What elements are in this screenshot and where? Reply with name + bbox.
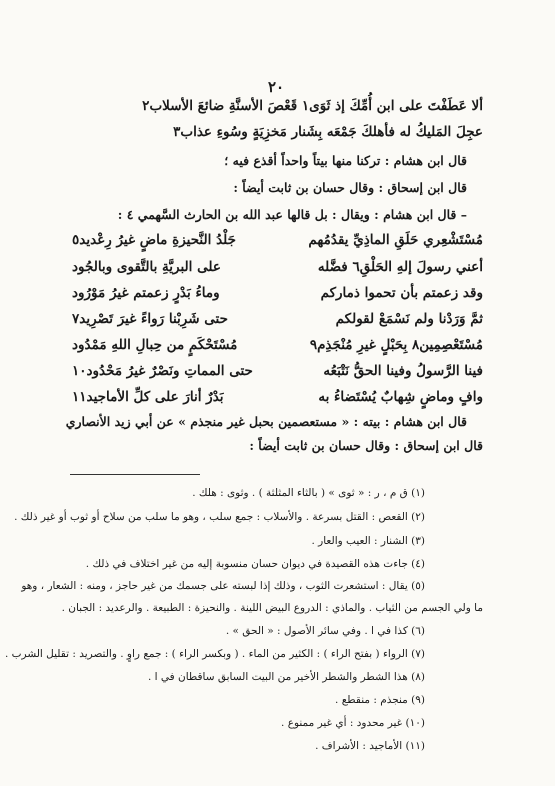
footnote: (٤) جاءت هذه القصيدة في ديوان حسان منسوبة إليه من غير اختلاف في ذلك . — [85, 558, 425, 570]
footnote-continuation: ما ولي الجسم من الثياب . والماذي : الدروع البيض اللينة . والنحيزة : الطبيعة . والرعديد : الجبان . — [61, 602, 483, 614]
footnote: (٩) منجذم : منقطع . — [335, 694, 425, 706]
footnote: (١٠) غير محدود : أي غير ممنوع . — [281, 717, 425, 729]
prose-line: قال ابن هشام : تركنا منها بيتاً واحداً أقذع فيه ؛ — [224, 153, 467, 168]
poem-couplet — [72, 311, 483, 333]
footnote: (١) ق م ، ر : « ثوى » ( بالثاء المثلثة ) . وثوى : هلك . — [192, 487, 425, 499]
poem-couplet — [72, 337, 483, 359]
footnote: (٣) الشنار : العيب والعار . — [311, 535, 425, 547]
prose-line: – قال ابن هشام : ويقال : بل قالها عبد الله بن الحارث السَّهمي ٤ : — [117, 207, 467, 222]
verse-line: ألا عَطَفْتَ على ابن أُمِّكَ إذ ثَوَى١ قَعْصَ الأسنَّةِ ضائعَ الأسلاب٢ — [142, 98, 483, 114]
poem-couplet — [72, 389, 483, 411]
page-number: ٢٠ — [267, 78, 285, 96]
first-hemistich: فينا الرَّسولُ وفينا الحقُّ نَتْبَعُه — [323, 363, 483, 379]
first-hemistich: أعني رسولَ إلهِ الحَلْقِ٦ فضَّله — [317, 259, 483, 275]
footnote: (٥) يقال : استشعرت الثوب ، وذلك إذا لبسته على جسمك من غير حاجز ، ومنه : الشعار ، وهو — [21, 580, 425, 592]
second-hemistich: حتى المماتِ ونَصْرٌ غيرُ مَحْدُود١٠ — [72, 363, 253, 379]
second-hemistich: وماءُ بَدْرٍ زعمتم غيرُ مَوْرُود — [72, 285, 220, 301]
poem-couplet — [72, 363, 483, 385]
first-hemistich: وافٍ وماضٍ شِهابٌ يُسْتَضاءُ به — [318, 389, 483, 405]
poem-couplet — [72, 232, 483, 254]
prose-line: قال ابن إسحاق : وقال حسان بن ثابت أيضاً : — [233, 180, 467, 195]
poem-couplet — [72, 259, 483, 281]
footnote: (٦) كذا في ا . وفي سائر الأصول : « الحق » . — [225, 625, 425, 637]
second-hemistich: حتى شَرِبْنا رَواءً غيرَ تَصْرِيد٧ — [72, 311, 228, 327]
first-hemistich: ثمَّ وَرَدْنا ولم نَسْمَعْ لقولكم — [335, 311, 483, 327]
verse-line: عجِلَ المَليكُ له فأهلكَ جَمْعَه بِشَنار مَخزِيَةٍ وسُوءِ عذاب٣ — [173, 124, 483, 140]
prose-line: قال ابن هشام : بيته : « مستعصمين بحبل غير منجذم » عن أبي زيد الأنصاري — [65, 414, 467, 429]
footnote: (١١) الأماجيد : الأشراف . — [315, 740, 425, 752]
footnote: (٢) القعص : القتل بسرعة . والأسلاب : جمع سلب ، وهو ما سلب من سلاح أو ثوب أو غير ذلك . — [14, 511, 425, 523]
first-hemistich: مُسْتَعْصِمِين٨ بِحَبْلٍ غيرِ مُنْجَذِم٩ — [309, 337, 483, 353]
poem-couplet — [72, 285, 483, 307]
first-hemistich: وقد زعمتم بأن تحموا ذماركم — [320, 285, 483, 301]
prose-line: قال ابن إسحاق : وقال حسان بن ثابت أيضاً : — [249, 438, 483, 453]
first-hemistich: مُسْتَشْعِري حَلَقِ الماذِيِّ يقدُمُهم — [308, 232, 483, 248]
footnote: (٨) هذا الشطر والشطر الأخير من البيت السابق ساقطان في ا . — [147, 671, 425, 683]
second-hemistich: مُسْتَحْكَمٍ من حِبالِ اللهِ مَمْدُود — [72, 337, 238, 353]
footnote-separator — [70, 474, 200, 475]
second-hemistich: بَدْرٌ أنارَ على كلِّ الأماجيد١١ — [72, 389, 224, 405]
second-hemistich: جَلْدُ النَّحيزةِ ماضٍ غيرُ رِعْديد٥ — [72, 232, 236, 248]
second-hemistich: على البريَّةِ بالتَّقوى وبالجُود — [72, 259, 221, 275]
footnote: (٧) الرواء ( بفتح الراء ) : الكثير من الماء . ( وبكسر الراء ) : جمع راوٍ . والتصريد : تقليل الشرب . — [5, 648, 425, 660]
